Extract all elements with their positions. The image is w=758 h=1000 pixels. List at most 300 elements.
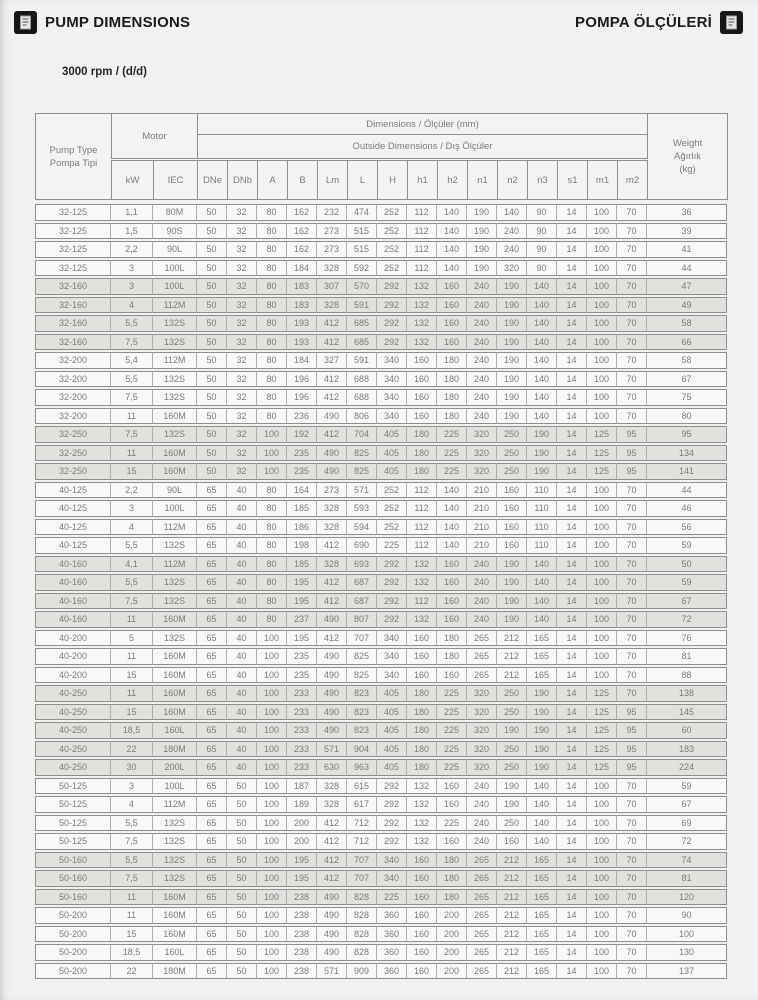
dimension-cell: 190 [497,593,527,610]
dimension-cell: 233 [287,722,317,739]
dimension-cell: 340 [377,630,407,647]
column-header-lm: Lm [318,160,348,200]
dimension-cell: 688 [347,389,377,406]
dimension-cell: 65 [197,870,227,887]
dimension-cell: 100 [587,852,617,869]
table-body [35,204,727,979]
dimension-cell: 14 [557,611,587,628]
weight-cell: 69 [647,815,727,832]
dimension-cell: 70 [617,870,647,887]
dimension-cell: 15 [111,463,153,480]
dimension-cell: 327 [317,352,347,369]
dimension-cell: 5,5 [111,537,153,554]
dimension-cell: 50 [197,445,227,462]
dimension-cell: 40 [227,759,257,776]
dimension-cell: 32 [227,297,257,314]
dimension-cell: 490 [317,667,347,684]
dimension-cell: 65 [197,741,227,758]
dimension-cell: 14 [557,852,587,869]
dimension-cell: 160 [437,593,467,610]
dimension-cell: 328 [317,260,347,277]
dimension-cell: 180 [407,463,437,480]
dimension-cell: 65 [197,667,227,684]
dimension-cell: 70 [617,648,647,665]
dimension-cell: 265 [467,648,497,665]
dimension-cell: 140 [437,500,467,517]
pump-type-cell: 32-200 [35,408,111,425]
weight-cell: 134 [647,445,727,462]
dimension-cell: 225 [437,685,467,702]
dimension-cell: 125 [587,704,617,721]
dimension-cell: 412 [317,852,347,869]
dimension-cell: 180 [437,889,467,906]
dimension-cell: 200 [437,944,467,961]
dimension-cell: 100 [257,852,287,869]
dimension-cell: 190 [497,408,527,425]
dimension-cell: 100 [587,630,617,647]
pump-type-cell: 32-160 [35,278,111,295]
dimension-cell: 80 [257,574,287,591]
page-header [0,0,758,34]
dimension-cell: 233 [287,685,317,702]
pump-type-cell: 40-200 [35,667,111,684]
dimension-cell: 14 [557,759,587,776]
dimension-cell: 140 [437,260,467,277]
dimension-cell: 240 [467,278,497,295]
dimension-cell: 50 [227,889,257,906]
dimension-cell: 823 [347,685,377,702]
dimension-cell: 240 [467,611,497,628]
dimension-cell: 160 [407,907,437,924]
dimension-cell: 2,2 [111,482,153,499]
dimension-cell: 14 [557,519,587,536]
dimension-cell: 14 [557,445,587,462]
weight-cell: 56 [647,519,727,536]
dimension-cell: 704 [347,426,377,443]
dimension-cell: 328 [317,556,347,573]
dimension-cell: 190 [527,426,557,443]
dimension-cell: 273 [317,482,347,499]
dimension-cell: 112M [153,556,197,573]
dimension-cell: 100 [257,870,287,887]
dimension-cell: 225 [437,704,467,721]
dimension-cell: 340 [377,352,407,369]
dimension-cell: 160 [497,537,527,554]
dimension-cell: 100 [587,371,617,388]
dimension-cell: 50 [197,297,227,314]
header-left [14,11,190,34]
table-row [35,593,727,610]
table-row [35,352,727,369]
dimension-cell: 180 [407,685,437,702]
dimension-cell: 412 [317,315,347,332]
dimension-cell: 50 [197,389,227,406]
dimension-cell: 160 [497,482,527,499]
dimension-cell: 405 [377,704,407,721]
dimension-cell: 50 [227,926,257,943]
dimension-cell: 50 [197,352,227,369]
dimension-cell: 22 [111,741,153,758]
dimension-cell: 292 [377,574,407,591]
weight-cell: 81 [647,870,727,887]
dimension-cell: 165 [527,630,557,647]
dimension-cell: 65 [197,556,227,573]
dimension-cell: 193 [287,334,317,351]
dimension-cell: 70 [617,630,647,647]
dimension-cell: 233 [287,741,317,758]
dimension-cell: 180M [153,741,197,758]
dimension-cell: 132S [153,630,197,647]
dimension-cell: 100 [587,667,617,684]
dimension-cell: 70 [617,204,647,221]
weight-cell: 130 [647,944,727,961]
dimension-cell: 5,5 [111,574,153,591]
dimension-cell: 95 [617,759,647,776]
dimension-cell: 112 [407,260,437,277]
dimension-cell: 5,5 [111,315,153,332]
dimension-cell: 490 [317,648,347,665]
dimension-cell: 14 [557,556,587,573]
dimension-cell: 688 [347,371,377,388]
dimension-cell: 90 [527,223,557,240]
dimension-cell: 250 [497,463,527,480]
dimension-cell: 180 [407,759,437,776]
dimension-cell: 70 [617,833,647,850]
weight-header [648,114,728,200]
dimension-cell: 140 [527,315,557,332]
table-row [35,685,727,702]
dimension-cell: 200L [153,759,197,776]
dimension-cell: 100 [587,389,617,406]
dimension-cell: 15 [111,667,153,684]
dimension-cell: 250 [497,759,527,776]
pump-type-cell: 50-125 [35,796,111,813]
dimension-cell: 40 [227,519,257,536]
dimension-cell: 32 [227,241,257,258]
weight-cell: 67 [647,593,727,610]
pump-type-cell: 32-125 [35,204,111,221]
dimension-cell: 70 [617,537,647,554]
dimension-cell: 225 [437,463,467,480]
column-header-s1: s1 [558,160,588,200]
dimension-cell: 160 [407,630,437,647]
pump-type-cell: 32-125 [35,223,111,240]
dimension-cell: 225 [377,889,407,906]
dimension-cell: 360 [377,963,407,980]
dimension-cell: 112M [153,297,197,314]
dimension-cell: 14 [557,944,587,961]
dimension-cell: 160 [407,408,437,425]
dimension-cell: 132 [407,833,437,850]
dimension-cell: 405 [377,722,407,739]
dimension-cell: 165 [527,667,557,684]
dimension-cell: 100 [257,944,287,961]
pump-type-cell: 32-200 [35,352,111,369]
dimension-cell: 160M [153,926,197,943]
column-header-h: H [378,160,408,200]
dimension-cell: 235 [287,463,317,480]
dimension-cell: 100 [257,833,287,850]
dimension-cell: 210 [467,537,497,554]
dimension-cell: 65 [197,482,227,499]
weight-cell: 60 [647,722,727,739]
dimension-cell: 132 [407,556,437,573]
dimension-cell: 180 [437,408,467,425]
dimension-cell: 132S [153,833,197,850]
dimension-cell: 80 [257,260,287,277]
dimension-cell: 160 [437,334,467,351]
dimension-cell: 165 [527,926,557,943]
dimension-cell: 190 [467,223,497,240]
dimension-cell: 490 [317,944,347,961]
dimension-cell: 11 [111,445,153,462]
table-row [35,408,727,425]
dimension-cell: 186 [287,519,317,536]
weight-cell: 183 [647,741,727,758]
weight-cell: 141 [647,463,727,480]
dimension-cell: 80 [257,537,287,554]
dimension-cell: 100 [257,963,287,980]
table-row [35,907,727,924]
pump-type-header [36,114,112,200]
dimension-cell: 160 [437,796,467,813]
dimension-cell: 165 [527,852,557,869]
dimension-cell: 70 [617,482,647,499]
dimension-cell: 100 [257,667,287,684]
dimension-cell: 32 [227,334,257,351]
dimension-cell: 405 [377,463,407,480]
dimension-cell: 235 [287,667,317,684]
dimension-cell: 190 [497,389,527,406]
dimension-cell: 140 [527,352,557,369]
dimension-cell: 100 [587,352,617,369]
dimension-cell: 515 [347,241,377,258]
dimension-cell: 65 [197,778,227,795]
dimension-cell: 190 [527,445,557,462]
dimension-cell: 80 [257,297,287,314]
dimension-cell: 112 [407,482,437,499]
dimension-cell: 340 [377,371,407,388]
dimension-cell: 140 [527,833,557,850]
dimension-cell: 32 [227,352,257,369]
rpm-subtitle: 3000 rpm / (d/d) [62,66,147,78]
dimension-cell: 190 [467,204,497,221]
dimension-cell: 360 [377,926,407,943]
weight-cell: 44 [647,260,727,277]
dimension-cell: 125 [587,741,617,758]
pump-type-cell: 40-125 [35,537,111,554]
dimension-cell: 160 [407,371,437,388]
dimension-cell: 237 [287,611,317,628]
dimension-cell: 236 [287,408,317,425]
dimension-cell: 70 [617,500,647,517]
dimension-cell: 190 [497,611,527,628]
dimension-cell: 95 [617,463,647,480]
dimension-cell: 14 [557,870,587,887]
dimension-cell: 490 [317,889,347,906]
pump-type-cell: 40-250 [35,704,111,721]
dimension-cell: 3 [111,278,153,295]
dimension-cell: 571 [317,741,347,758]
dimension-cell: 90 [527,204,557,221]
dimension-cell: 412 [317,870,347,887]
dimension-cell: 240 [467,389,497,406]
dimension-cell: 50 [227,815,257,832]
pump-type-cell: 50-200 [35,907,111,924]
dimension-cell: 160 [437,574,467,591]
pump-type-cell: 50-160 [35,870,111,887]
dimension-cell: 250 [497,704,527,721]
dimension-cell: 11 [111,685,153,702]
weight-cell: 81 [647,648,727,665]
dimension-cell: 252 [377,204,407,221]
dimension-cell: 100L [153,260,197,277]
dimension-cell: 190 [497,297,527,314]
dimension-cell: 65 [197,519,227,536]
dimension-cell: 252 [377,260,407,277]
dimension-cell: 140 [527,408,557,425]
dimension-cell: 11 [111,611,153,628]
dimension-cell: 233 [287,704,317,721]
dimension-cell: 50 [197,426,227,443]
dimension-cell: 1,1 [111,204,153,221]
table-row [35,833,727,850]
pump-type-cell: 40-160 [35,611,111,628]
weight-cell: 145 [647,704,727,721]
dimension-cell: 160M [153,685,197,702]
dimension-cell: 828 [347,926,377,943]
dimension-cell: 340 [377,852,407,869]
dimension-cell: 14 [557,260,587,277]
dimension-cell: 40 [227,574,257,591]
dimension-cell: 190 [497,278,527,295]
table-row [35,445,727,462]
dimension-cell: 5,5 [111,815,153,832]
dimension-cell: 95 [617,722,647,739]
dimension-cell: 210 [467,482,497,499]
dimension-cell: 265 [467,630,497,647]
dimension-cell: 140 [527,796,557,813]
dimension-cell: 210 [467,519,497,536]
dimension-cell: 212 [497,870,527,887]
dimension-cell: 225 [437,722,467,739]
dimension-cell: 100 [257,685,287,702]
dimension-cell: 100 [257,426,287,443]
pump-type-cell: 32-125 [35,260,111,277]
dimension-cell: 100 [257,759,287,776]
dimension-cell: 14 [557,907,587,924]
document-icon [14,11,37,34]
dimension-cell: 80 [257,204,287,221]
dimension-cell: 65 [197,796,227,813]
dimension-cell: 412 [317,389,347,406]
dimension-cell: 80 [257,278,287,295]
table-row [35,500,727,517]
dimension-cell: 225 [437,741,467,758]
dimension-cell: 963 [347,759,377,776]
dimension-cell: 15 [111,926,153,943]
dimension-cell: 14 [557,667,587,684]
dimension-cell: 180 [407,445,437,462]
weight-cell: 75 [647,389,727,406]
dimension-cell: 200 [287,833,317,850]
dimension-cell: 165 [527,963,557,980]
dimension-cell: 132 [407,334,437,351]
dimension-cell: 190 [497,796,527,813]
dimension-cell: 240 [467,334,497,351]
dimension-cell: 250 [497,445,527,462]
column-header-n1: n1 [468,160,498,200]
pump-type-cell: 50-125 [35,833,111,850]
dimension-cell: 14 [557,371,587,388]
dimension-cell: 100 [587,963,617,980]
dimension-cell: 328 [317,500,347,517]
dimension-cell: 195 [287,852,317,869]
table-row [35,778,727,795]
dimension-cell: 3 [111,260,153,277]
dimension-cell: 7,5 [111,870,153,887]
dimension-cell: 1,5 [111,223,153,240]
dimension-cell: 160 [437,315,467,332]
table-row [35,537,727,554]
dimension-cell: 100 [257,722,287,739]
dimension-cell: 160 [437,667,467,684]
dimension-cell: 70 [617,667,647,684]
weight-cell: 66 [647,334,727,351]
dimension-cell: 80 [257,371,287,388]
column-header-n2: n2 [498,160,528,200]
dimension-cell: 100 [257,741,287,758]
dimension-cell: 70 [617,963,647,980]
dimension-cell: 180 [437,648,467,665]
weight-cell: 50 [647,556,727,573]
dimensions-table [35,113,727,981]
dimension-cell: 40 [227,482,257,499]
pump-type-cell: 40-250 [35,759,111,776]
dimension-cell: 265 [467,926,497,943]
dimension-cell: 90L [153,241,197,258]
dimension-cell: 11 [111,648,153,665]
dimension-cell: 190 [497,722,527,739]
pump-type-cell: 40-200 [35,630,111,647]
weight-cell: 67 [647,371,727,388]
dimension-cell: 180 [407,741,437,758]
dimension-cell: 132S [153,426,197,443]
dimension-cell: 14 [557,408,587,425]
pump-type-cell: 40-250 [35,722,111,739]
dimension-cell: 7,5 [111,389,153,406]
dimension-cell: 265 [467,667,497,684]
dimension-cell: 250 [497,815,527,832]
dimension-cell: 225 [377,537,407,554]
dimension-cell: 65 [197,963,227,980]
pump-type-cell: 50-200 [35,926,111,943]
dimension-cell: 250 [497,685,527,702]
dimension-cell: 240 [467,352,497,369]
dimension-cell: 11 [111,408,153,425]
dimension-cell: 190 [497,315,527,332]
document-icon [720,11,743,34]
dimension-cell: 195 [287,630,317,647]
dimension-cell: 100 [587,297,617,314]
dimension-cell: 112 [407,204,437,221]
dimension-cell: 95 [617,426,647,443]
dimension-cell: 212 [497,667,527,684]
dimension-cell: 140 [437,204,467,221]
dimension-cell: 225 [437,445,467,462]
dimension-cell: 100 [257,907,287,924]
dimension-cell: 80 [257,408,287,425]
